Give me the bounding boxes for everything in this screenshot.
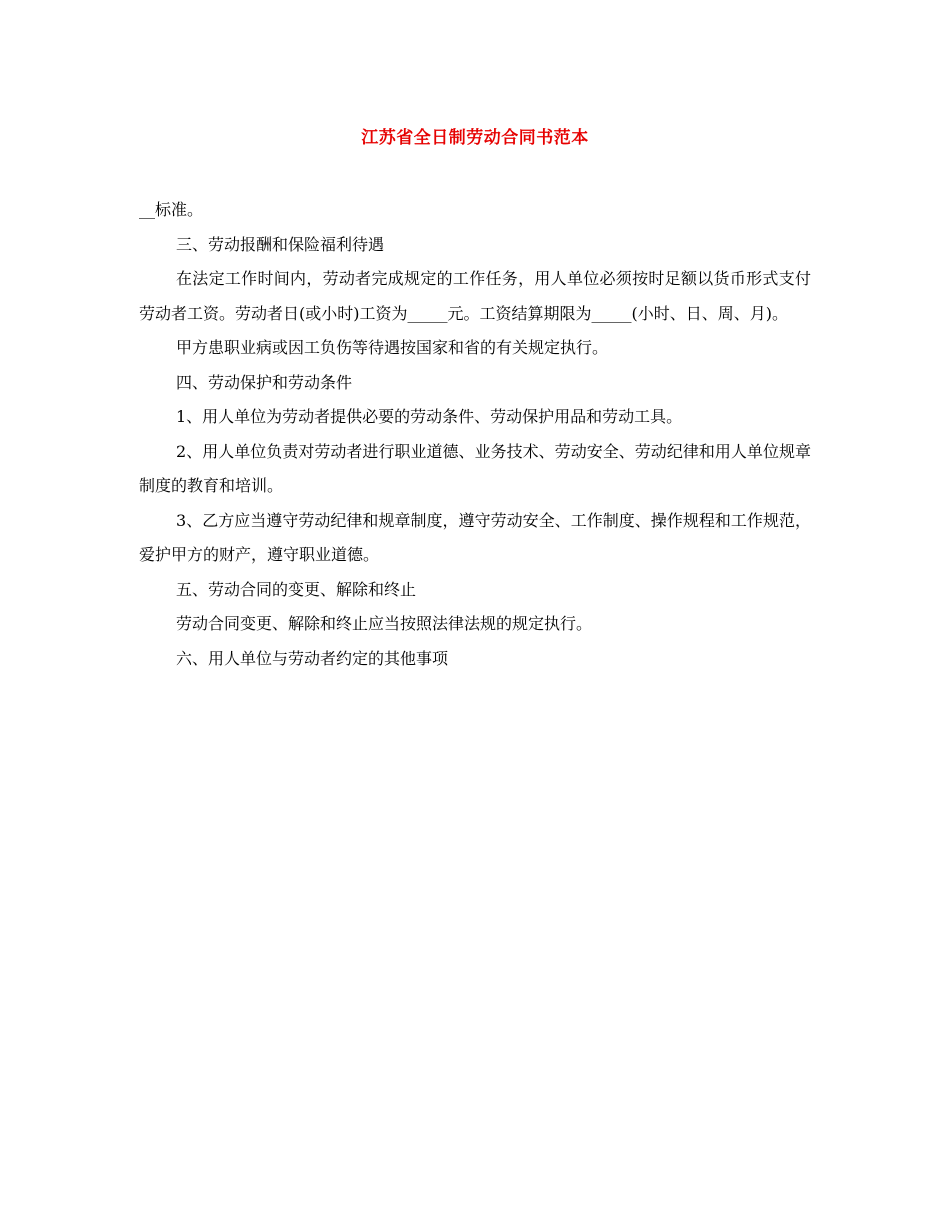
- paragraph-changes: 劳动合同变更、解除和终止应当按照法律法规的规定执行。: [176, 614, 593, 633]
- document-title: 江苏省全日制劳动合同书范本: [361, 128, 589, 148]
- paragraph-continuation: __标准。: [139, 200, 204, 219]
- paragraph-item-2: 2、用人单位负责对劳动者进行职业道德、业务技术、劳动安全、劳动纪律和用人单位规章制度的教育和培训。: [139, 441, 811, 495]
- section-heading-remuneration: 三、劳动报酬和保险福利待遇: [176, 234, 385, 254]
- section-heading-other-matters: 六、用人单位与劳动者约定的其他事项: [176, 648, 449, 668]
- document-body: [139, 193, 811, 676]
- section-heading-protection: 四、劳动保护和劳动条件: [176, 372, 353, 392]
- paragraph-occupational-disease: 甲方患职业病或因工负伤等待遇按国家和省的有关规定执行。: [176, 338, 609, 357]
- section-heading-changes: 五、劳动合同的变更、解除和终止: [176, 579, 417, 599]
- paragraph-item-1: 1、用人单位为劳动者提供必要的劳动条件、劳动保护用品和劳动工具。: [176, 407, 683, 426]
- paragraph-wages: 在法定工作时间内，劳动者完成规定的工作任务，用人单位必须按时足额以货币形式支付劳动者工资。劳动者日(或小时)工资为_____元。工资结算期限为_____(小时、日、周、月)。: [139, 269, 811, 323]
- paragraph-item-3: 3、乙方应当遵守劳动纪律和规章制度，遵守劳动安全、工作制度、操作规程和工作规范，爱护甲方的财产，遵守职业道德。: [139, 510, 811, 564]
